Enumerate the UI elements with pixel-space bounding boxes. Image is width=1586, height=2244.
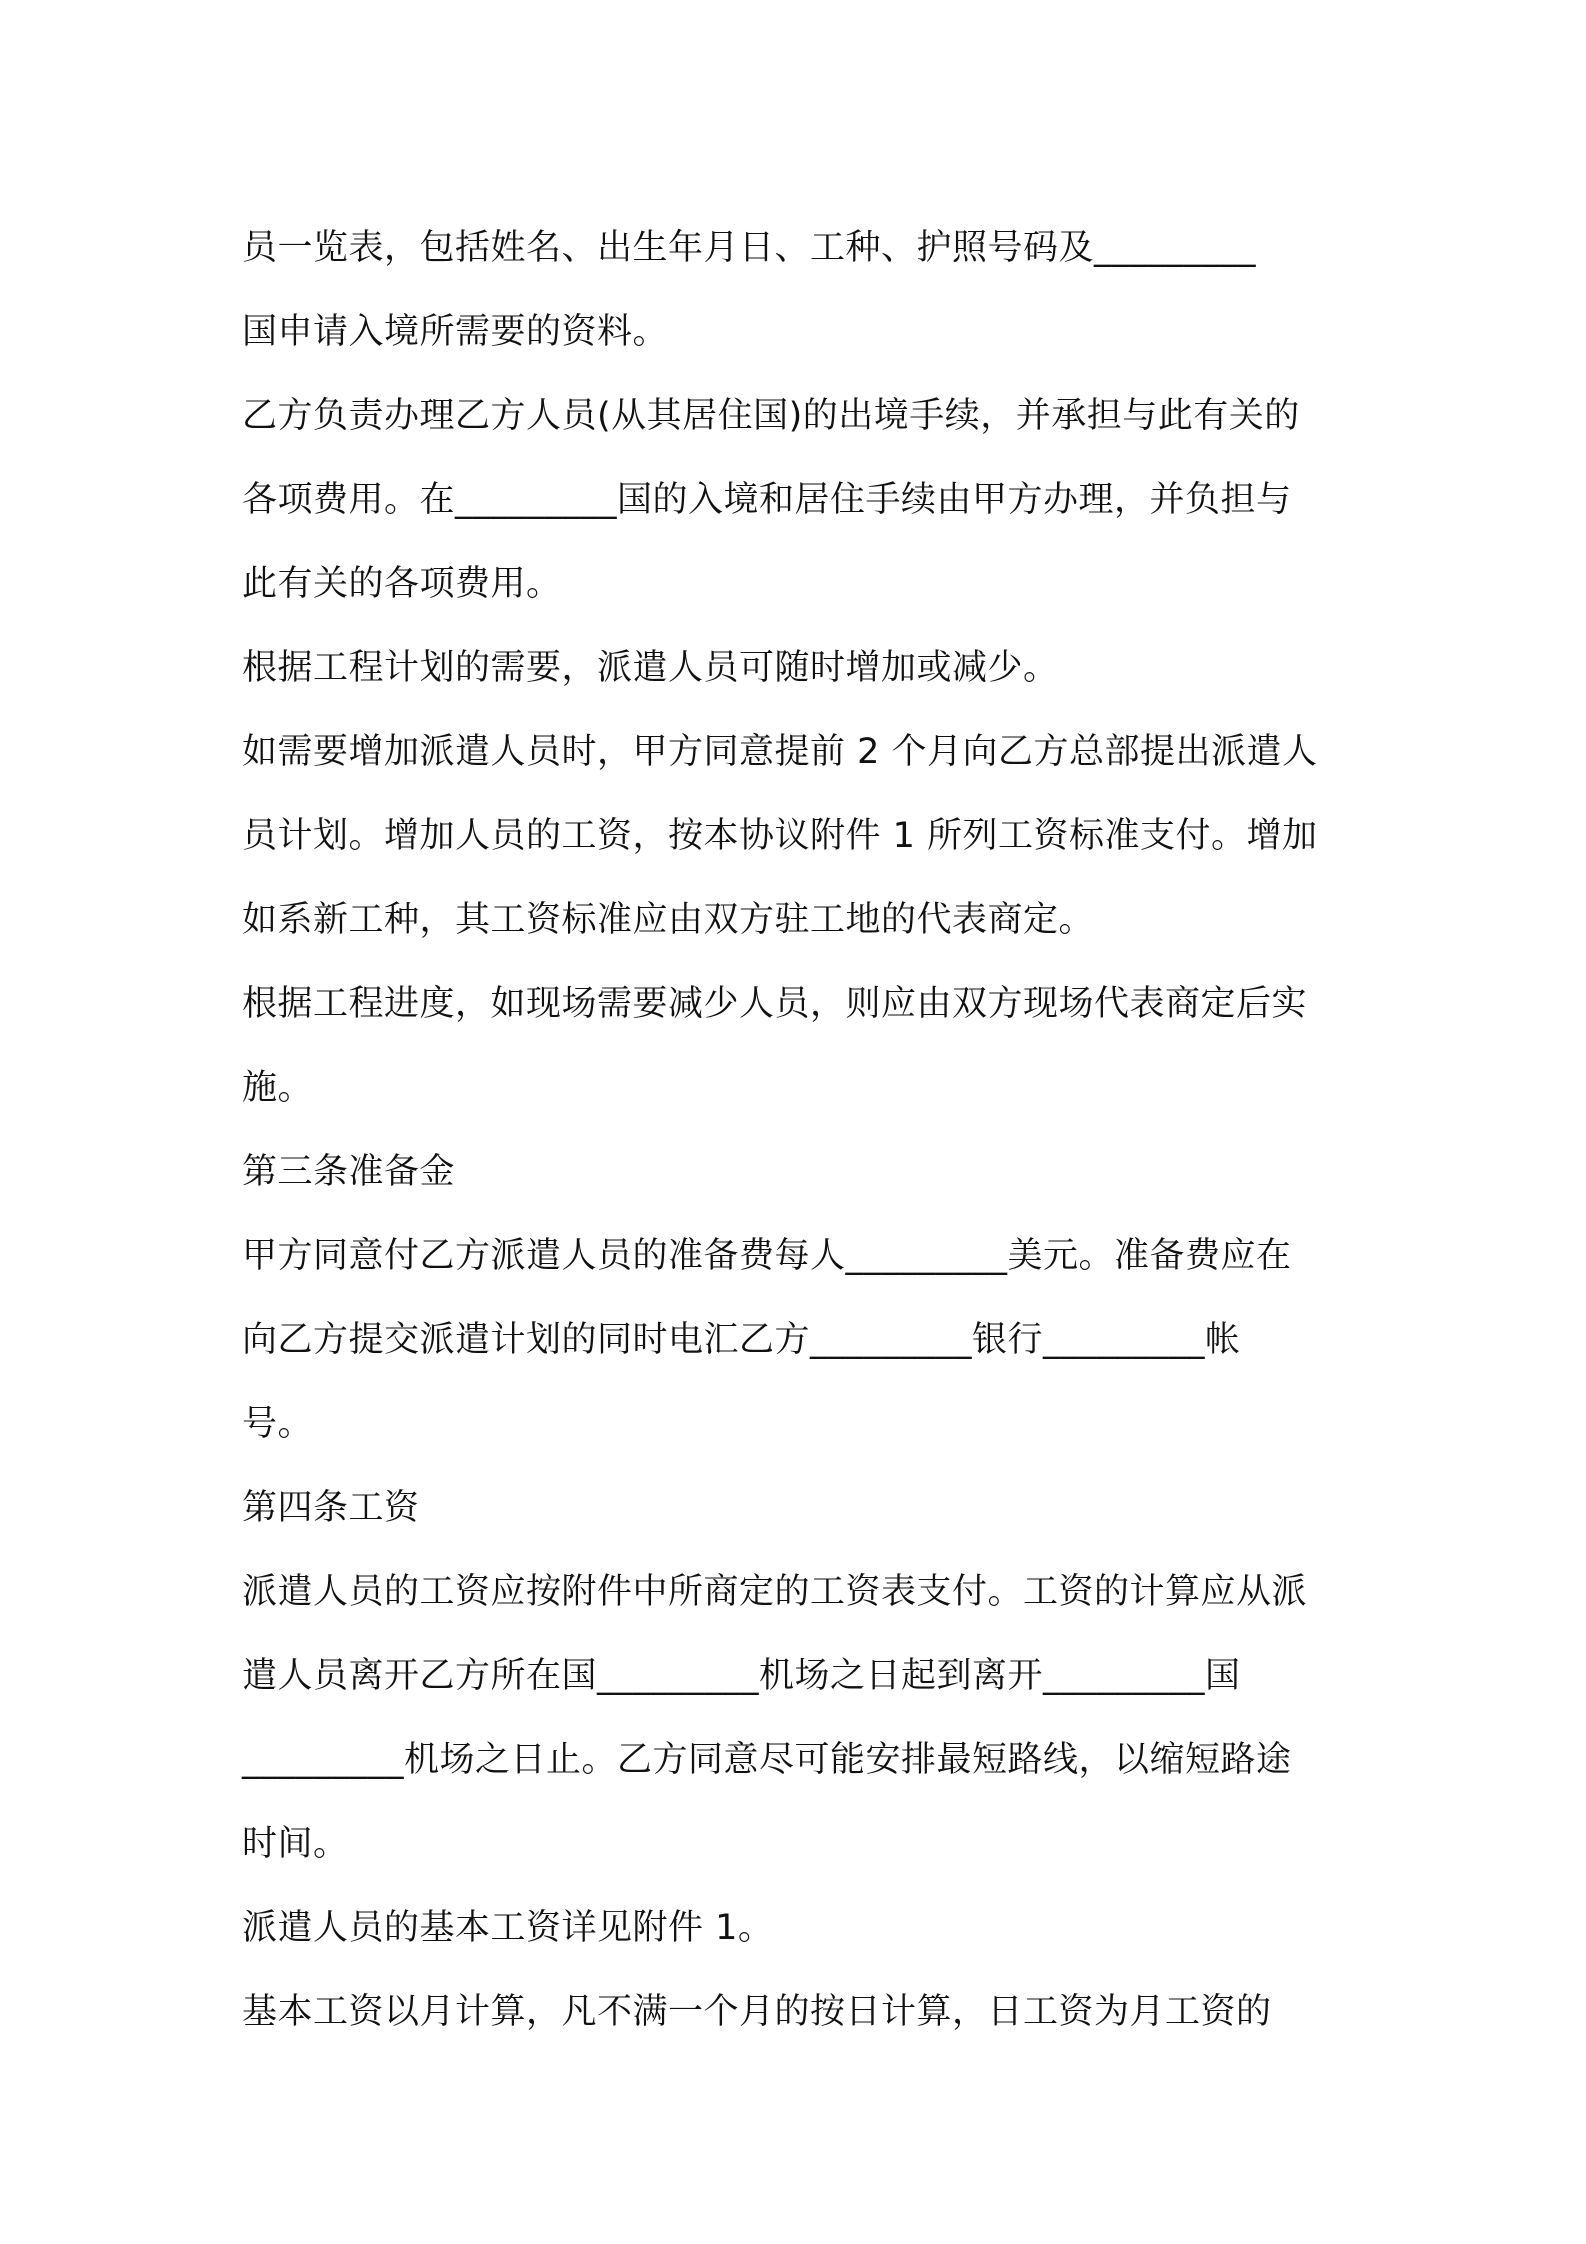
text-line: 施。 [242,1068,314,1108]
text-line: 甲方同意付乙方派遣人员的准备费每人_________美元。准备费应在 [242,1236,1292,1276]
text-line: 根据工程计划的需要，派遣人员可随时增加或减少。 [242,648,1059,688]
text-line: 乙方负责办理乙方人员(从其居住国)的出境手续，并承担与此有关的 [242,396,1300,436]
text-line: 号。 [242,1404,314,1444]
text-line: 国申请入境所需要的资料。 [242,312,669,352]
section-heading: 第四条工资 [242,1488,420,1528]
text-line: 如需要增加派遣人员时，甲方同意提前 2 个月向乙方总部提出派遣人 [242,732,1318,772]
text-line: 派遣人员的工资应按附件中所商定的工资表支付。工资的计算应从派 [242,1572,1308,1612]
text-line: 派遣人员的基本工资详见附件 1。 [242,1908,774,1948]
text-line: 如系新工种，其工资标准应由双方驻工地的代表商定。 [242,900,1095,940]
text-line: 基本工资以月计算，凡不满一个月的按日计算，日工资为月工资的 [242,1992,1272,2032]
text-line: 此有关的各项费用。 [242,564,562,604]
text-line: 员一览表，包括姓名、出生年月日、工种、护照号码及_________ [242,228,1257,268]
text-line: 员计划。增加人员的工资，按本协议附件 1 所列工资标准支付。增加 [242,816,1318,856]
text-line: _________机场之日止。乙方同意尽可能安排最短路线，以缩短路途 [242,1740,1292,1780]
section-heading: 第三条准备金 [242,1152,456,1192]
text-line: 根据工程进度，如现场需要减少人员，则应由双方现场代表商定后实 [242,984,1308,1024]
text-line: 各项费用。在_________国的入境和居住手续由甲方办理，并负担与 [242,480,1292,520]
text-line: 时间。 [242,1824,349,1864]
text-line: 向乙方提交派遣计划的同时电汇乙方_________银行_________帐 [242,1320,1241,1360]
document-body [242,206,1362,2054]
text-line: 遣人员离开乙方所在国_________机场之日起到离开_________国 [242,1656,1241,1696]
